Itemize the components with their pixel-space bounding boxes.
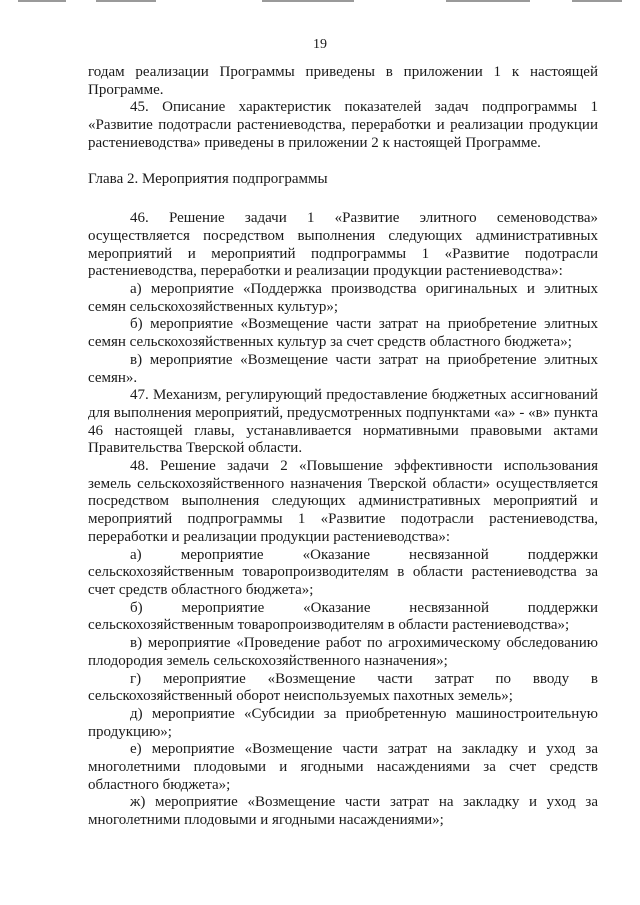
paragraph: д) мероприятие «Субсидии за приобретенную машиностроительную продукцию»; <box>88 705 598 740</box>
scan-edge-mark <box>18 0 66 2</box>
paragraph: в) мероприятие «Возмещение части затрат на приобретение элитных семян». <box>88 351 598 386</box>
paragraph: 47. Механизм, регулирующий предоставление бюджетных ассигнований для выполнения мероприятий, предусмотренных подпунктами «а» - «в» пункта 46 настоящей главы, устанавливается нормативными правовыми актами Правительства Тверской области. <box>88 387 598 457</box>
paragraph: б) мероприятие «Оказание несвязанной поддержки сельскохозяйственным товаропроизводителям в области растениеводства»; <box>88 599 598 634</box>
scan-edge-mark <box>572 0 622 2</box>
chapter-heading: Глава 2. Мероприятия подпрограммы <box>88 170 328 187</box>
document-body <box>88 64 598 830</box>
scan-edge-mark <box>446 0 530 2</box>
scan-edge-mark <box>262 0 354 2</box>
paragraph: в) мероприятие «Проведение работ по агрохимическому обследованию плодородия земель сельскохозяйственного назначения»; <box>88 635 598 669</box>
page-number: 19 <box>313 37 327 52</box>
paragraph: 45. Описание характеристик показателей задач подпрограммы 1 «Развитие подотрасли растениеводства, переработки и реализации продукции растениеводства» приведены в приложении 2 к настоящей Программе. <box>88 99 598 151</box>
paragraph: а) мероприятие «Поддержка производства оригинальных и элитных семян сельскохозяйственных культур»; <box>88 281 598 315</box>
paragraph: е) мероприятие «Возмещение части затрат на закладку и уход за многолетними плодовыми и ягодными насаждениями за счет средств областного бюджета»; <box>88 741 598 793</box>
paragraph: ж) мероприятие «Возмещение части затрат на закладку и уход за многолетними плодовыми и ягодными насаждениями»; <box>88 794 598 829</box>
paragraph: 48. Решение задачи 2 «Повышение эффективности использования земель сельскохозяйственного назначения Тверской области» осуществляется посредством выполнения следующих административных мероприятий и мероприятий подпрограммы 1 «Развитие подотрасли растениеводства, переработки и реализации продукции растениеводства»: <box>88 458 598 545</box>
paragraph: б) мероприятие «Возмещение части затрат на приобретение элитных семян сельскохозяйственных культур за счет средств областного бюджета»; <box>88 316 598 351</box>
scan-edge-mark <box>96 0 156 2</box>
paragraph: годам реализации Программы приведены в приложении 1 к настоящей Программе. <box>88 64 598 98</box>
paragraph: а) мероприятие «Оказание несвязанной поддержки сельскохозяйственным товаропроизводителям в области растениеводства за счет средств областного бюджета»; <box>88 546 598 598</box>
paragraph: 46. Решение задачи 1 «Развитие элитного семеноводства» осуществляется посредством выполнения следующих административных мероприятий и мероприятий подпрограммы 1 «Развитие подотрасли растениеводства, переработки и реализации продукции растениеводства»: <box>88 210 598 280</box>
paragraph: г) мероприятие «Возмещение части затрат по вводу в сельскохозяйственный оборот неиспользуемых пахотных земель»; <box>88 670 598 705</box>
